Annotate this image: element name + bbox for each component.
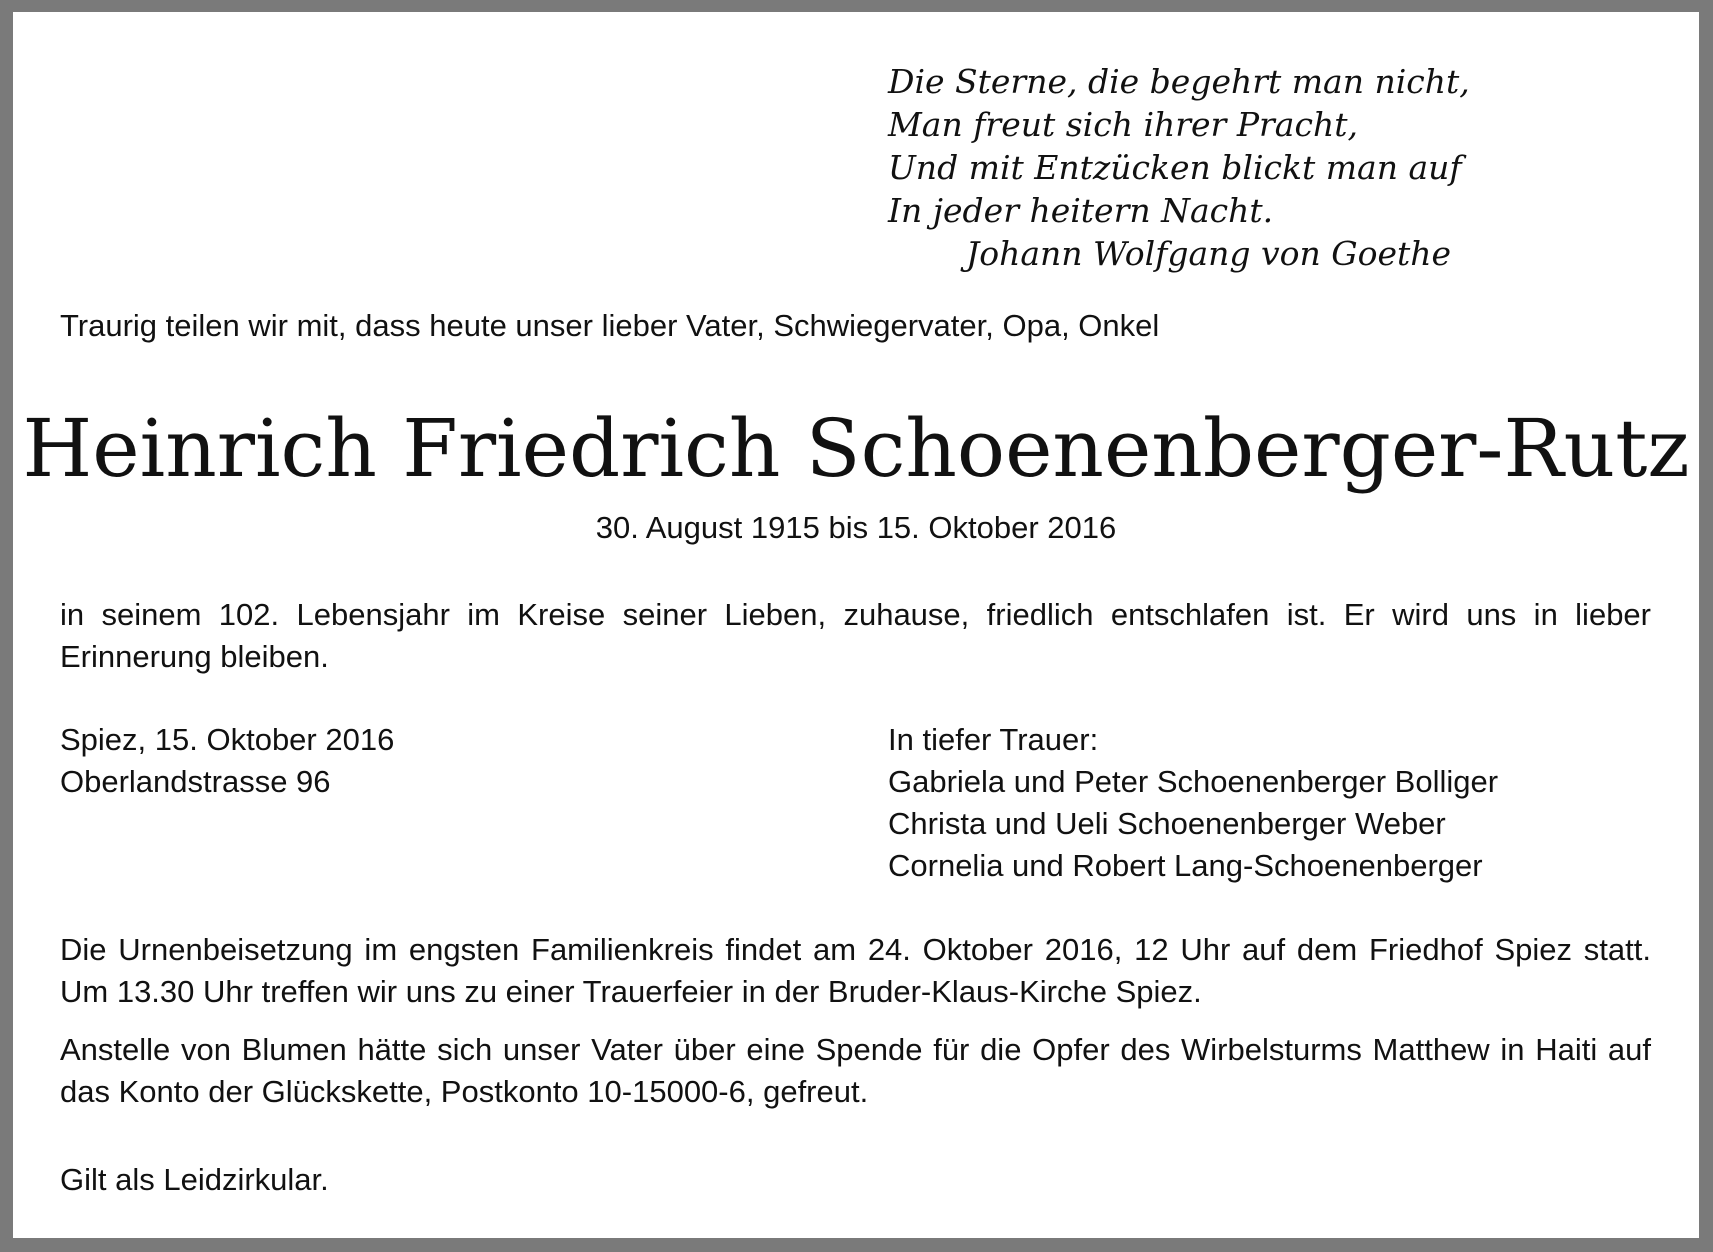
poem-line: Man freut sich ihrer Pracht, [888, 105, 1358, 144]
donation-paragraph: Anstelle von Blumen hätte sich unser Vater über eine Spende für die Opfer des Wirbelsturms Matthew in Haiti auf das Konto der Glückskette, Postkonto 10-15000-6, gefreut. [60, 1032, 1651, 1109]
poem-line: Und mit Entzücken blickt man auf [888, 148, 1462, 187]
mourner-name: Cornelia und Robert Lang-Schoenenberger [888, 848, 1483, 883]
mourners-block [888, 719, 1498, 887]
address: Oberlandstrasse 96 [60, 764, 331, 799]
poem-line: In jeder heitern Nacht. [888, 191, 1274, 230]
place-date: Spiez, 15. Oktober 2016 [60, 722, 395, 757]
mourners-heading: In tiefer Trauer: [888, 722, 1099, 757]
closing-note: Gilt als Leidzirkular. [60, 1162, 329, 1197]
mourner-name: Gabriela und Peter Schoenenberger Bolliger [888, 764, 1499, 799]
place-block [60, 719, 394, 803]
mourner-name: Christa und Ueli Schoenenberger Weber [888, 806, 1446, 841]
burial-paragraph: Die Urnenbeisetzung im engsten Familienkreis findet am 24. Oktober 2016, 12 Uhr auf dem Friedhof Spiez statt. Um 13.30 Uhr treffen wir uns zu einer Trauerfeier in der Bruder-Klaus-Kirche Spiez. [60, 932, 1651, 1009]
poem-author: Johann Wolfgang von Goethe [966, 234, 1452, 273]
deceased-name: Heinrich Friedrich Schoenenberger-Rutz [22, 402, 1690, 495]
intro-text: Traurig teilen wir mit, dass heute unser lieber Vater, Schwiegervater, Opa, Onkel [60, 308, 1160, 343]
poem-line: Die Sterne, die begehrt man nicht, [888, 62, 1470, 101]
obituary-notice [13, 12, 1699, 1238]
life-dates: 30. August 1915 bis 15. Oktober 2016 [595, 510, 1117, 545]
poem-quote [888, 60, 1470, 275]
passing-paragraph: in seinem 102. Lebensjahr im Kreise seiner Lieben, zuhause, friedlich entschlafen ist. Er wird uns in lieber Erinnerung bleiben. [60, 597, 1651, 674]
